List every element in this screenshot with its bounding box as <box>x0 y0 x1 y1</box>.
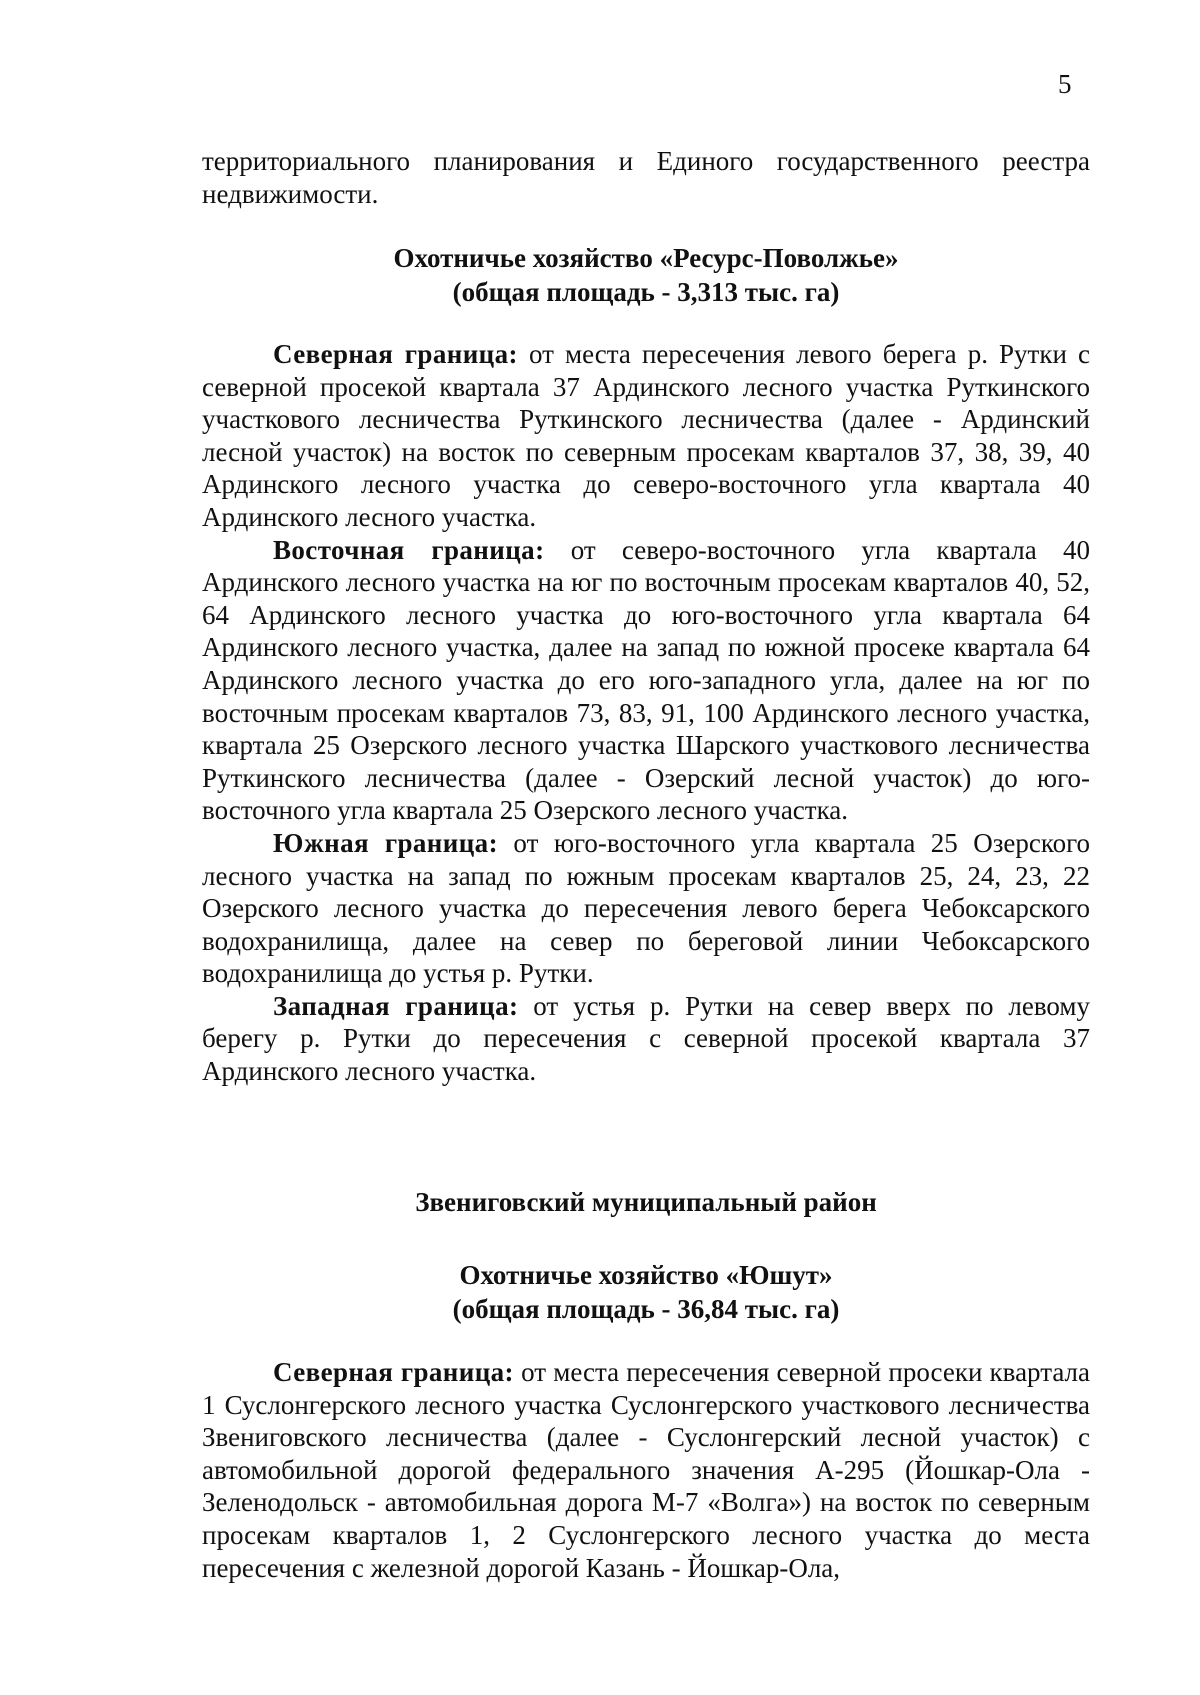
east-border-paragraph <box>202 534 1090 827</box>
hunting-ground-1-area: (общая площадь - 3,313 тыс. га) <box>452 277 840 307</box>
north-border-label: Северная граница: <box>273 1357 514 1387</box>
intro-text: территориального планирования и Единого государственного реестра недвижимости. <box>202 146 1090 209</box>
hunting-ground-1-borders <box>202 338 1090 1088</box>
district-heading: Звениговский муниципальный район <box>415 1187 877 1217</box>
north-border-text: от места пересечения левого берега р. Рутки с северной просекой квартала 37 Ардинского лесного участка Руткинского участкового лесничества Руткинского лесничества (далее - Ардинский лесной участок) на восток по северным просекам кварталов 37, 38, 39, 40 Ардинского лесного участка до северо-восточного угла квартала 40 Ардинского лесного участка. <box>202 339 1091 532</box>
west-border-label: Западная граница: <box>273 990 519 1021</box>
north-border-paragraph <box>202 1356 1090 1584</box>
south-border-text: от юго-восточного угла квартала 25 Озерского лесного участка на запад по южным просекам кварталов 25, 24, 23, 22 Озерского лесного участка до пересечения левого берега Чебоксарского водохранилища, далее на север по береговой линии Чебоксарского водохранилища до устья р. Рутки. <box>202 827 1090 989</box>
south-border-label: Южная граница: <box>273 827 498 858</box>
west-border-paragraph <box>202 990 1090 1088</box>
west-border-text: от устья р. Рутки на север вверх по левому берегу р. Рутки до пересечения с северной просекой квартала 37 Ардинского лесного участка. <box>202 990 1090 1087</box>
south-border-paragraph <box>202 827 1090 990</box>
north-border-paragraph <box>202 338 1090 534</box>
hunting-ground-1-title: Охотничье хозяйство «Ресурс-Поволжье» <box>393 243 899 273</box>
hunting-ground-2-title: Охотничье хозяйство «Юшут» <box>459 1260 833 1290</box>
east-border-label: Восточная граница: <box>273 534 545 565</box>
north-border-text: от места пересечения северной просеки квартала 1 Суслонгерского лесного участка Суслонгерского участкового лесничества Звениговского лесничества (далее - Суслонгерский лесной участок) с автомобильной дорогой федерального значения А-295 (Йошкар-Ола - Зеленодольск - автомобильная дорога М-7 «Волга») на восток по северным просекам кварталов 1, 2 Суслонгерского лесного участка до места пересечения с железной дорогой Казань - Йошкар-Ола, <box>202 1357 1090 1583</box>
page-number: 5 <box>1058 69 1072 99</box>
hunting-ground-1-heading <box>202 241 1090 309</box>
east-border-text: от северо-восточного угла квартала 40 Ардинского лесного участка на юг по восточным просекам кварталов 40, 52, 64 Ардинского лесного участка до юго-восточного угла квартала 64 Ардинского лесного участка, далее на запад по южной просеке квартала 64 Ардинского лесного участка до его юго-западного угла, далее на юг по восточным просекам кварталов 73, 83, 91, 100 Ардинского лесного участка, квартала 25 Озерского лесного участка Шарского участкового лесничества Руткинского лесничества (далее - Озерский лесной участок) до юго-восточного угла квартала 25 Озерского лесного участка. <box>202 534 1091 826</box>
intro-paragraph <box>202 145 1090 210</box>
hunting-ground-2-heading <box>202 1258 1090 1326</box>
north-border-label: Северная граница: <box>273 339 518 369</box>
hunting-ground-2-borders <box>202 1356 1090 1584</box>
hunting-ground-2-area: (общая площадь - 36,84 тыс. га) <box>452 1294 840 1324</box>
